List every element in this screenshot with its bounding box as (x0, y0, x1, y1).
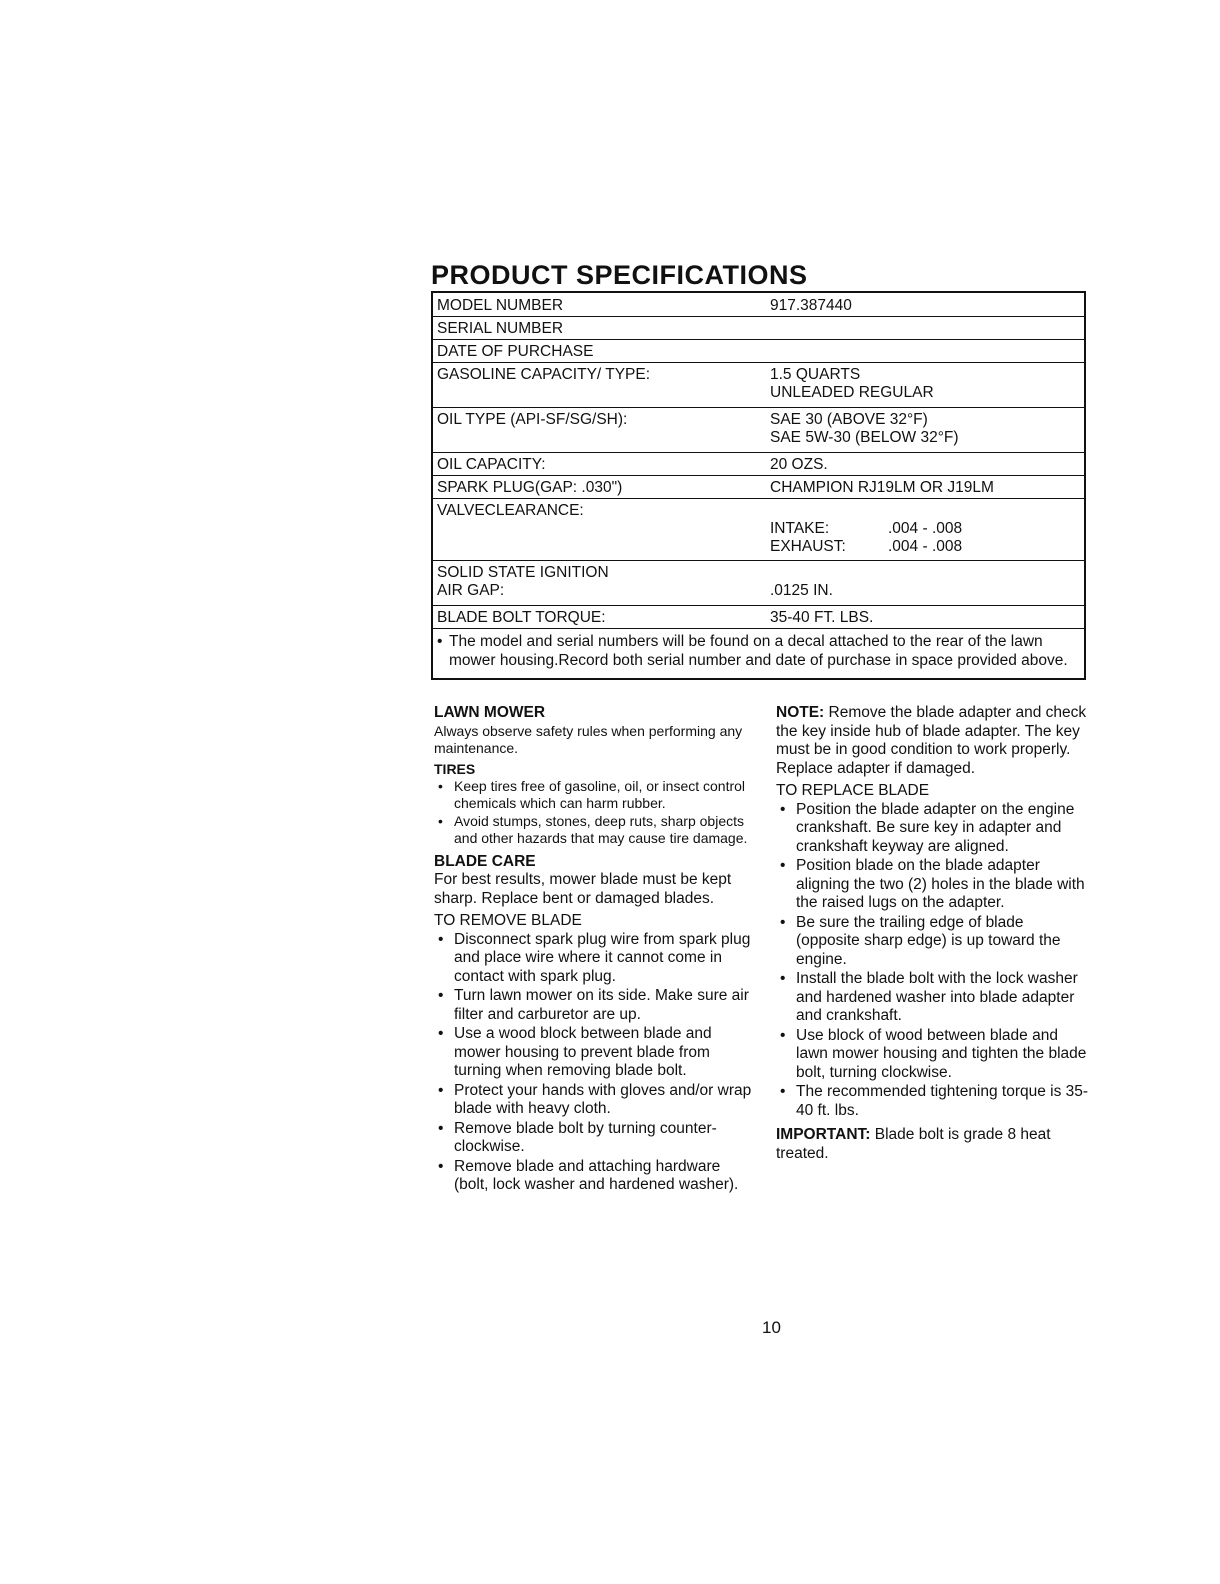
spec-label: SPARK PLUG(GAP: .030") (437, 479, 623, 496)
valve-intake-label: INTAKE: (770, 520, 830, 537)
spec-note (433, 629, 1084, 678)
page-number: 10 (762, 1318, 781, 1337)
list-item: • Avoid stumps, stones, deep ruts, sharp objects and other hazards that may cause tire damage. (434, 813, 759, 847)
list-item: • Remove blade bolt by turning counter-clockwise. (434, 1120, 759, 1157)
page-title: PRODUCT SPECIFICATIONS (431, 260, 808, 290)
list-item: • Turn lawn mower on its side. Make sure air filter and carburetor are up. (434, 987, 759, 1024)
spec-value: CHAMPION RJ19LM OR J19LM (770, 479, 994, 496)
spec-value-empty (770, 320, 1084, 339)
list-item: • The recommended tightening torque is 35-40 ft. lbs. (776, 1083, 1091, 1120)
list-item: • Install the blade bolt with the lock washer and hardened washer into blade adapter and crankshaft. (776, 970, 1091, 1026)
spec-value-line: UNLEADED REGULAR (770, 383, 934, 401)
valve-intake (770, 520, 1084, 538)
list-item: • Use a wood block between blade and mower housing to prevent blade from turning when removing blade bolt. (434, 1025, 759, 1081)
note-text: Remove the blade adapter and check the key inside hub of blade adapter. The key must be in good condition to work properly. Replace adapter if damaged. (776, 704, 1087, 777)
tires-heading: TIRES (434, 760, 476, 777)
spec-row-spark-plug (433, 476, 1084, 499)
replace-blade-heading: TO REPLACE BLADE (776, 782, 930, 799)
spec-label: BLADE BOLT TORQUE: (437, 609, 606, 626)
spec-label: MODEL NUMBER (437, 297, 564, 314)
spec-label-line: SOLID STATE IGNITION (437, 564, 609, 581)
important-label: IMPORTANT: (776, 1126, 871, 1143)
lawnmower-heading: LAWN MOWER (434, 704, 546, 721)
important-paragraph (776, 1126, 1091, 1163)
list-item: • Remove blade and attaching hardware (bolt, lock washer and hardened washer). (434, 1158, 759, 1195)
spec-value-line: SAE 5W-30 (BELOW 32°F) (770, 428, 959, 446)
blade-care-heading: BLADE CARE (434, 852, 536, 870)
valve-exhaust-label: EXHAUST: (770, 537, 846, 555)
remove-blade-heading: TO REMOVE BLADE (434, 912, 582, 929)
spec-row-date-of-purchase (433, 340, 1084, 363)
specifications-table (431, 291, 1086, 680)
spec-value-empty (770, 343, 1084, 362)
tires-list (434, 778, 759, 847)
spec-label: OIL TYPE (API-SF/SG/SH): (437, 411, 628, 428)
list-item: • Position the blade adapter on the engine crankshaft. Be sure key in adapter and crankshaft keyway are aligned. (776, 801, 1091, 857)
lawnmower-text: Always observe safety rules when performing any maintenance. (434, 722, 743, 756)
blade-care-text: For best results, mower blade must be kept sharp. Replace bent or damaged blades. (434, 871, 732, 907)
spec-label: SERIAL NUMBER (437, 320, 564, 337)
spec-note-text: The model and serial numbers will be found on a decal attached to the rear of the lawn mower housing.Record both serial number and date of purchase in space provided above. (449, 633, 1068, 669)
spec-row-serial-number (433, 317, 1084, 340)
spec-row-valve-clearance (433, 499, 1084, 561)
spec-value (770, 502, 1084, 560)
spec-value-line: SAE 30 (ABOVE 32°F) (770, 411, 928, 428)
spec-label: GASOLINE CAPACITY/ TYPE: (437, 366, 651, 383)
spec-label: OIL CAPACITY: (437, 456, 546, 473)
spec-label: VALVECLEARANCE: (437, 502, 584, 519)
list-item: • Use block of wood between blade and lawn mower housing and tighten the blade bolt, turning clockwise. (776, 1027, 1091, 1083)
spec-row-blade-bolt-torque (433, 606, 1084, 629)
spec-value: 35-40 FT. LBS. (770, 609, 874, 626)
note-label: NOTE: (776, 704, 825, 721)
list-item: • Position blade on the blade adapter aligning the two (2) holes in the blade with the raised lugs on the adapter. (776, 857, 1091, 913)
valve-intake-value: .004 - .008 (888, 520, 963, 537)
spec-row-oil-capacity (433, 453, 1084, 476)
right-column (776, 704, 1091, 1167)
valve-exhaust (770, 538, 1084, 556)
spec-row-ignition-air-gap (433, 561, 1084, 606)
remove-blade-list (434, 931, 759, 1195)
list-item: • Keep tires free of gasoline, oil, or insect control chemicals which can harm rubber. (434, 778, 759, 812)
spec-value-line: 1.5 QUARTS (770, 366, 861, 383)
list-item: • Protect your hands with gloves and/or wrap blade with heavy cloth. (434, 1082, 759, 1119)
list-item: • Disconnect spark plug wire from spark plug and place wire where it cannot come in contact with spark plug. (434, 931, 759, 987)
spec-row-model-number (433, 293, 1084, 317)
left-column (434, 704, 759, 1201)
important-text: Blade bolt is grade 8 heat treated. (776, 1126, 1051, 1162)
list-item: • Be sure the trailing edge of blade (opposite sharp edge) is up toward the engine. (776, 914, 1091, 970)
spec-label: DATE OF PURCHASE (437, 343, 594, 360)
spec-row-gasoline (433, 363, 1084, 408)
note-paragraph (776, 704, 1091, 778)
spec-value (770, 411, 1084, 452)
spec-value: .0125 IN. (770, 582, 833, 599)
valve-exhaust-value: .004 - .008 (888, 537, 963, 555)
bullet-icon: • (437, 633, 443, 650)
spec-label-line: AIR GAP: (437, 581, 505, 599)
spec-value: 20 OZS. (770, 456, 828, 473)
spec-value (770, 366, 1084, 407)
spec-row-oil-type (433, 408, 1084, 453)
spec-label (433, 564, 770, 605)
spec-value: 917.387440 (770, 297, 852, 314)
replace-blade-list (776, 801, 1091, 1121)
